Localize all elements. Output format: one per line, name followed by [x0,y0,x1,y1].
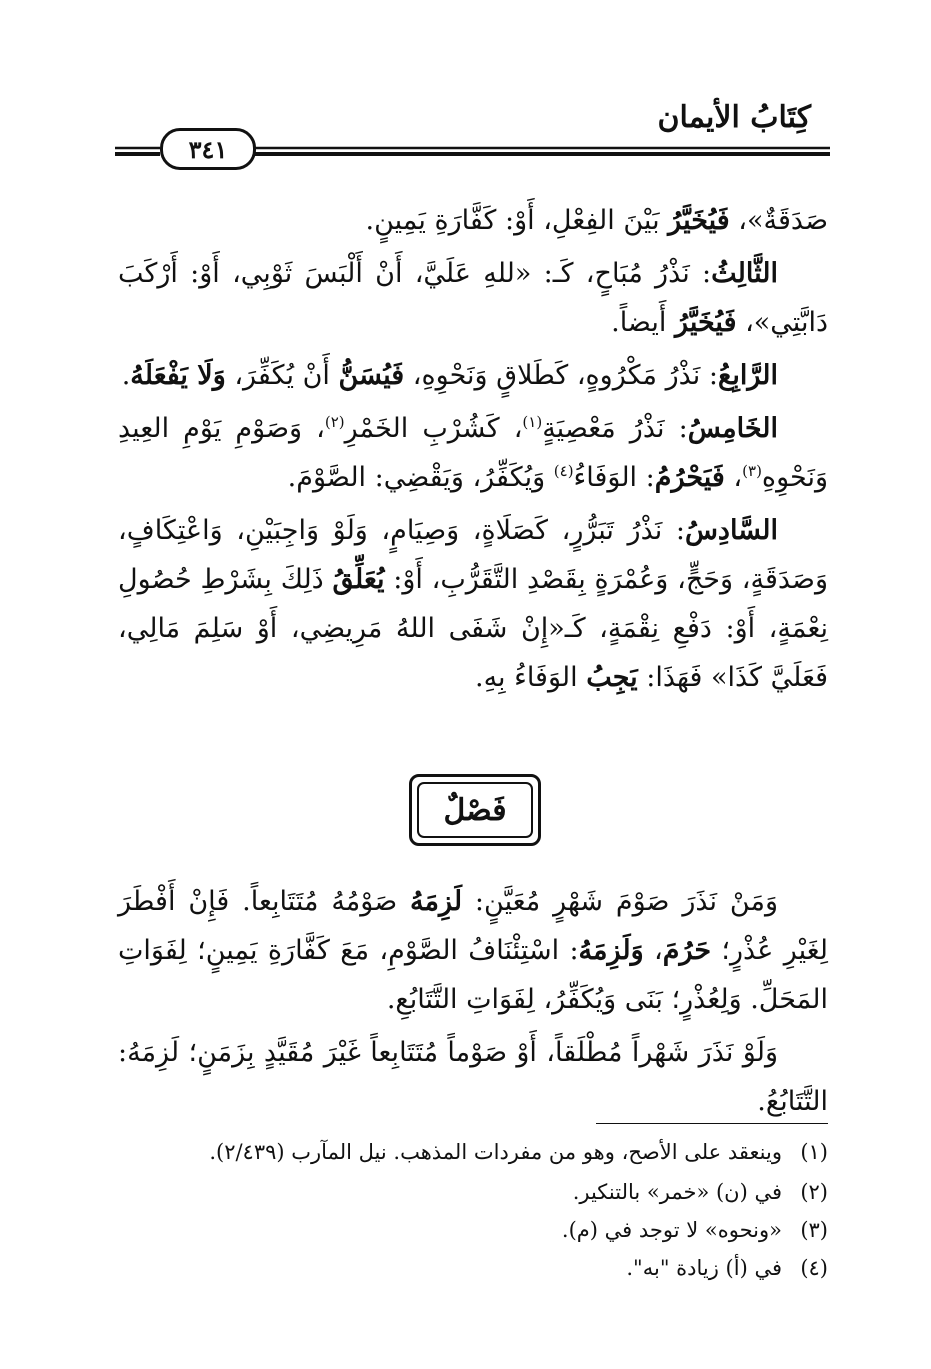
emphasis-text: يُعَلِّقُ [332,564,385,595]
text-run: ، وَصَوْمِ يَوْمِ العِيدِ وَنَحْوِهِ [118,413,828,493]
text-run: : الوَفَاءُ [573,462,655,493]
paragraph-sixth-type [118,506,828,702]
emphasis-text: فَيُخَيَّرُ [668,205,730,236]
emphasis-text: يَجِبُ [586,662,638,693]
text-run: ذَلِكَ بِشَرْطِ حُصُولِ نِعْمَةٍ، أَوْ: دَفْعِ نِقْمَةٍ، كَـ«إِنْ شَفَى اللهُ مَرِيضِي، أَوْ سَلِمَ مَالِي، فَعَلَيَّ كَذَا» فَهَذَا: [118,564,828,693]
emphasis-text: لَزِمَهُ [410,886,463,917]
text-run: : نَذْرُ مَعْصِيَةٍ [542,413,688,444]
footnote-text: في (أ) زيادة "به". [626,1256,782,1280]
text-run: وَمَنْ نَذَرَ صَوْمَ شَهْرٍ مُعَيَّنٍ: [462,886,778,917]
paragraph-unspecified-month [118,1028,828,1126]
emphasis-text: الخَامِسُ [687,413,778,444]
emphasis-text: فَيَحْرُمُ [654,462,725,493]
footnote-number: (٣) [800,1218,828,1242]
footnote-number: (٤) [800,1256,828,1280]
footnote-number: (٢) [800,1180,828,1204]
section-heading: فَصْلٌ [417,782,533,838]
emphasis-text: وَلَزِمَهُ [578,935,644,966]
paragraph-fifth-type [118,404,828,502]
footnote-text: في (ن) «خمر» بالتنكير. [572,1180,782,1204]
emphasis-text: حَرُمَ [662,935,712,966]
emphasis-text: السَّادِسُ [684,515,778,546]
text-run: ، [724,462,743,493]
text-run: : اسْتِئْنَافُ الصَّوْمِ، مَعَ كَفَّارَةِ يَمِينٍ؛ لِفَوَاتِ المَحَلِّ. وَلِعُذْرٍ؛ بَنَى وَيُكَفِّرُ، لِفَوَاتِ التَّتَابُعِ. [118,935,828,1015]
emphasis-text: وَلَا يَفْعَلَهُ [130,360,226,391]
footnote-ref: (٤) [553,462,574,480]
footnote-ref: (٣) [742,462,762,480]
text-run: : نَذْرُ مَكْرُوهٍ، كَطَلاقٍ وَنَحْوِهِ، [404,360,718,391]
text-run: أَيضاً. [611,307,675,338]
footnote-text: وينعقد على الأصح، وهو من مفردات المذهب. نيل المآرب (٢/٤٣٩). [209,1140,782,1164]
text-run: . [121,360,131,391]
text-run: : نَذْرُ تَبَرُّرٍ، كَصَلَاةٍ، وَصِيَامٍ، وَلَوْ وَاجِبَيْنِ، وَاعْتِكَافٍ، وَصَدَقَةٍ، وَحَجٍّ، وَعُمْرَةٍ بِقَصْدِ التَّقَرُّبِ، أَوْ: [118,515,829,595]
footnote-1 [108,1140,828,1164]
text-run: وَلَوْ نَذَرَ شَهْراً مُطْلَقاً، أَوْ صَوْماً مُتَتَابِعاً غَيْرَ مُقَيَّدٍ بِزَمَنٍ؛ لَزِمَهُ: التَّتَابُعُ. [118,1037,828,1117]
footnote-number: (١) [800,1140,828,1164]
emphasis-text: الرَّابِعُ [717,360,778,391]
footnote-ref: (١) [522,413,543,431]
emphasis-text: فَيُخَيَّرُ [674,307,737,338]
text-run: ، كَشُرْبِ الخَمْرِ [344,413,523,444]
emphasis-text: فَيُسَنُّ [338,360,405,391]
text-run: أَنْ يُكَفِّرَ، [225,360,339,391]
footnote-text: «ونحوه» لا توجد في (م). [561,1218,782,1242]
footnote-4 [108,1256,828,1280]
text-run: الوَفَاءُ بِهِ. [474,662,587,693]
footnote-ref: (٢) [324,413,345,431]
main-text [118,196,828,702]
paragraph-continuation [118,196,828,245]
footnote-2 [108,1180,828,1204]
section-heading-frame [409,774,541,846]
paragraph-named-month [118,877,828,1024]
text-run: صَوْمُهُ مُتَتَابِعاً. فَإِنْ أَفْطَرَ لِغَيْرِ عُذْرٍ؛ [118,886,829,966]
footnote-separator [596,1123,828,1124]
text-run: صَدَقَةٌ»، [729,205,828,236]
text-run: بَيْنَ الفِعْلِ، أَوْ: كَفَّارَةِ يَمِينٍ. [365,205,669,236]
running-header-title: كِتَابُ الأيمان [657,100,811,135]
emphasis-text: الثَّالِثُ [711,258,778,289]
footnote-3 [108,1218,828,1242]
paragraph-third-type [118,249,828,347]
text-run: ، [643,935,663,966]
paragraph-fourth-type [118,351,828,400]
page-number: ٣٤١ [160,128,256,170]
section-text [118,877,828,1126]
text-run: : نَذْرُ مُبَاحٍ، كَـ: «للهِ عَلَيَّ، أَنْ أَلْبَسَ ثَوْبِي، أَوْ: أَرْكَبَ دَابَّتِي»، [118,258,828,338]
text-run: وَيُكَفِّرُ، وَيَقْضِي: الصَّوْمَ. [287,462,554,493]
